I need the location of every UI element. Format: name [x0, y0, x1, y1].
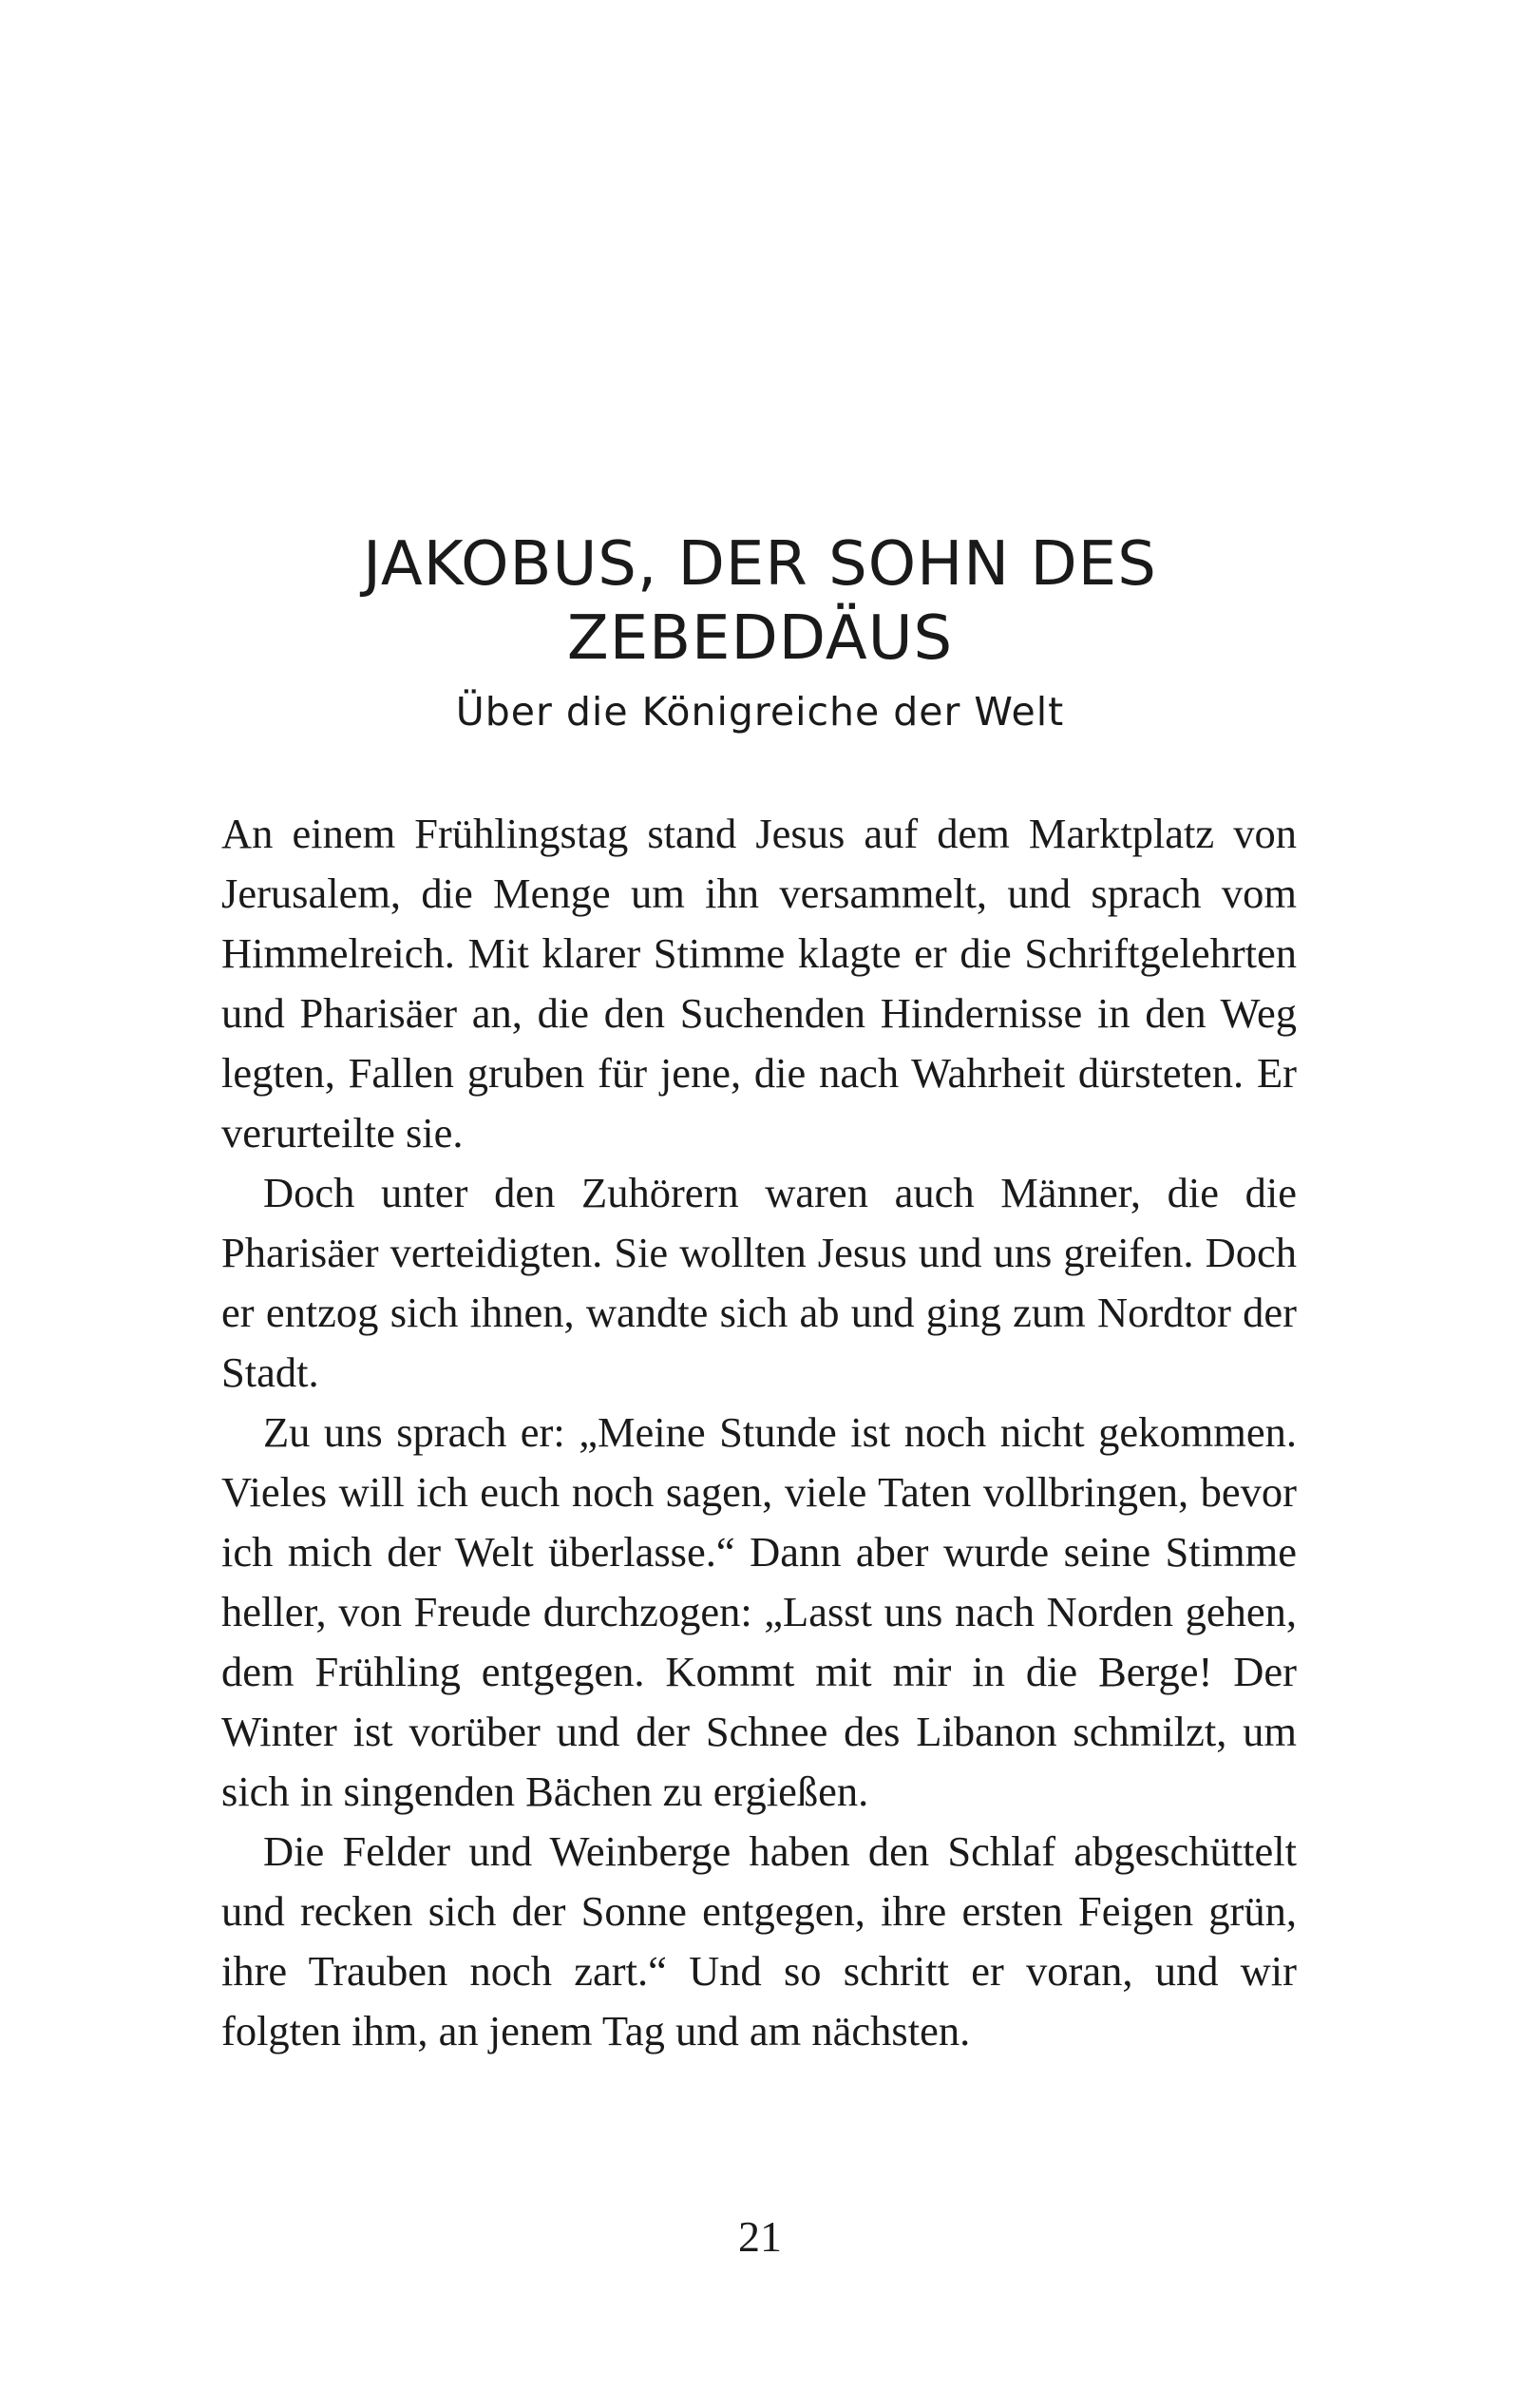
- chapter-subtitle: Über die Königreiche der Welt: [455, 689, 1065, 735]
- chapter-heading: [218, 527, 1302, 738]
- chapter-title-line-1: JAKOBUS, DER SOHN DES: [363, 529, 1157, 600]
- page-number: 21: [738, 2212, 782, 2261]
- paragraph-4: Die Felder und Weinberge haben den Schlaf abgeschüttelt und recken sich der Sonne entgegen, ihre ersten Feigen grün, ihre Trauben noch zart.“ Und so schritt er voran, und wir folgten ihm, an jenem Tag und am nächsten.: [221, 1827, 1297, 2054]
- chapter-title-line-2: ZEBEDDÄUS: [566, 603, 954, 674]
- paragraph-3: Zu uns sprach er: „Meine Stunde ist noch nicht gekommen. Vieles will ich euch noch sagen, viele Taten vollbringen, bevor ich mich der Welt überlasse.“ Dann aber wurde seine Stimme heller, von Freude durchzogen: „Lasst uns nach Norden gehen, dem Frühling entgegen. Kommt mit mir in die Berge! Der Winter ist vorüber und der Schnee des Libanon schmilzt, um sich in singenden Bächen zu ergießen.: [221, 1408, 1297, 1815]
- paragraph-1: An einem Frühlingstag stand Jesus auf dem Marktplatz von Jerusalem, die Menge um ihn versammelt, und sprach vom Himmelreich. Mit klarer Stimme klagte er die Schriftgelehrten und Pharisäer an, die den Suchenden Hindernisse in den Weg legten, Fallen gruben für jene, die nach Wahrheit dürsteten. Er verurteilte sie.: [221, 810, 1297, 1156]
- paragraph-2: Doch unter den Zuhörern waren auch Männer, die die Pharisäer verteidigten. Sie wollten Jesus und uns greifen. Doch er entzog sich ihnen, wandte sich ab und ging zum Nordtor der Stadt.: [221, 1169, 1297, 1396]
- body-text: [221, 804, 1297, 2061]
- chapter-title: [218, 527, 1302, 676]
